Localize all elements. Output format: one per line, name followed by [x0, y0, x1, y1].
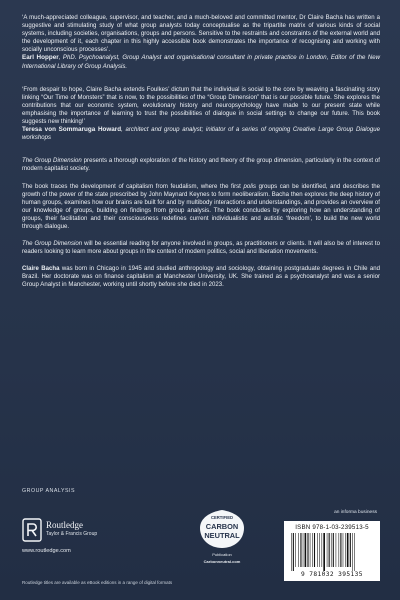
series-label: GROUP ANALYSIS [22, 488, 76, 494]
badge-site: Carbonneutral.com [203, 559, 241, 564]
endorsement-2-name: Teresa von Sommaruga Howard [22, 126, 122, 134]
publisher-name: Routledge [46, 520, 83, 530]
description-intro [22, 157, 380, 173]
book-title-italic-2: The Group Dimension [22, 241, 83, 248]
description-audience-text: will be essential reading for anyone involved in groups, as practitioners or clients. It will also be of interest to readers looking to learn more about groups in the context of modern politics, social and liberation movements. [22, 241, 380, 256]
badge-main-2: NEUTRAL [204, 531, 240, 540]
author-bio [22, 265, 380, 289]
publisher-block [22, 518, 162, 558]
endorsement-2 [22, 86, 380, 143]
ebook-note: Routledge titles are available as eBook editions in a range of digital formats [22, 580, 173, 585]
book-title-italic: The Group Dimension [22, 158, 82, 165]
publisher-url[interactable]: www.routledge.com [22, 548, 71, 554]
description-body-a: The book traces the development of capitalism from feudalism, where the first [22, 183, 244, 190]
publisher-group: Taylor & Francis Group [46, 531, 98, 537]
endorsement-2-quote: ‘From despair to hope, Claire Bacha extends Foulkes’ dictum that the individual is social to the core by weaving a fascinating story linking “Our Time of Monsters” that is now, to the possibilities of the “Group Dimension” that is our possible future. She explores the contributions that our economic system, evolutionary history and neuropsychology have made to our present state while emphasising the importance of learning to trust the possibilities of dialogue in social settings to change our future. This book suggests new thinking!’ [22, 86, 380, 126]
endorsement-1-role: , PhD. Psychoanalyst, Group Analyst and organisational consultant in private practice in London, Editor of the New International Library of Group Analysis. [22, 55, 380, 70]
routledge-logo-icon [22, 518, 42, 542]
badge-main-1: CARBON [205, 522, 239, 531]
endorsement-1-name: Earl Hopper [22, 54, 59, 62]
barcode-digits: 9 781032 395135 [301, 571, 363, 578]
badge-sub: Publication [212, 552, 232, 557]
description-body [22, 183, 380, 232]
author-bio-text: was born in Chicago in 1945 and studied anthropology and sociology, obtaining postgraduate degrees in Chile and Brazil. Her doctorate was on finance capitalism at Manchester University, UK. She trained as a psychoanalyst and was a senior Group Analyst in Manchester, working until shortly before she died in 2023. [22, 266, 380, 289]
description-audience [22, 240, 380, 256]
endorsement-2-role: , architect and group analyst; initiator of a series of ongoing Creative Large Group Dialogue workshops [22, 127, 380, 142]
author-name: Claire Bacha [22, 266, 60, 273]
isbn-text: ISBN 978-1-03-239513-5 [295, 524, 369, 531]
description-body-b: groups can be identified, and describes the growth of the power of the state prescribed by John Maynard Keynes to form neoliberalism. Bacha then explores the deep history of human groups, examines how our brains are built for and by multibody interactions and understandings, and provides an overview of our knowledge of groups, building on findings from group analysis. The book concludes by exploring how an understanding of groups, their facilitation and their consciousness redefines current individualistic and autistic ‘freedom’, to build the new world through dialogue. [22, 183, 380, 230]
carbon-neutral-badge-icon [196, 508, 248, 570]
badge-top: CERTIFIED [210, 515, 234, 520]
barcode-bars [290, 533, 374, 571]
polis-word: polis [243, 183, 256, 190]
endorsement-1-quote: ‘A much-appreciated colleague, supervisor, and teacher, and a much-beloved and committed mentor, Dr Claire Bacha has written a suggestive and stimulating study of what group analysts today conceptualise as the tripartite matrix of various kinds of social systems, including societies, organisations, groups and persons. Sensitive to the restraints and constraints of the external world and the development of it, each chapter in this highly accessible book demonstrates the importance of recognising and working with socially unconscious processes’. [22, 15, 380, 54]
endorsement-1 [22, 14, 380, 71]
informa-label: an informa business [334, 510, 377, 515]
barcode-box [284, 521, 380, 581]
description-intro-text: presents a thorough exploration of the history and theory of the group dimension, particularly in the context of modern capitalist society. [22, 158, 380, 173]
back-cover-text [22, 14, 380, 299]
